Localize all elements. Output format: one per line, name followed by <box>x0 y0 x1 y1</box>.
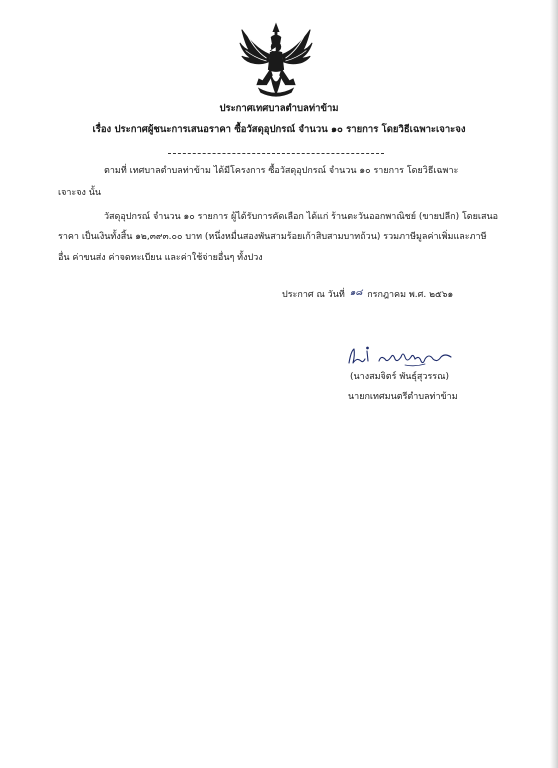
document-subject: เรื่อง ประกาศผู้ชนะการเสนอราคา ซื้อวัสดุอุปกรณ์ จำนวน ๑๐ รายการ โดยวิธีเฉพาะเจาะจง <box>92 124 466 135</box>
date-day-handwritten: ๑๘ <box>349 288 363 298</box>
paragraph2-line1: วัสดุอุปกรณ์ จำนวน ๑๐ รายการ ผู้ได้รับการคัดเลือก ได้แก่ ร้านตะวันออกพาณิชย์ (ขายปลีก) โดยเสนอ <box>104 212 499 222</box>
page-edge-shadow <box>550 0 558 768</box>
date-suffix: กรกฎาคม พ.ศ. ๒๕๖๑ <box>367 290 454 300</box>
signer-name: (นางสมจิตร์ พันธุ์สุวรรณ) <box>350 372 450 382</box>
garuda-emblem-icon <box>238 22 314 98</box>
paragraph2-line2: ราคา เป็นเงินทั้งสิ้น ๑๒,๓๙๓.๐๐ บาท (หนึ่งหมื่นสองพันสามร้อยเก้าสิบสามบาทถ้วน) รวมภาษีมูลค่าเพิ่มและภาษี <box>58 232 487 242</box>
paragraph1-line2: เจาะจง นั้น <box>58 188 102 198</box>
document-title: ประกาศเทศบาลตำบลท่าข้าม <box>219 103 339 114</box>
paragraph2-line3: อื่น ค่าขนส่ง ค่าจดทะเบียน และค่าใช้จ่ายอื่นๆ ทั้งปวง <box>58 253 263 263</box>
announcement-date <box>282 289 453 301</box>
paragraph1-line1: ตามที่ เทศบาลตำบลท่าข้าม ได้มีโครงการ ซื้อวัสดุอุปกรณ์ จำนวน ๑๐ รายการ โดยวิธีเฉพาะ <box>104 166 459 176</box>
signer-title: นายกเทศมนตรีตำบลท่าข้าม <box>348 392 458 402</box>
dashed-divider <box>168 153 384 154</box>
handwritten-signature-icon <box>345 345 457 369</box>
date-prefix: ประกาศ ณ วันที่ <box>282 290 345 300</box>
